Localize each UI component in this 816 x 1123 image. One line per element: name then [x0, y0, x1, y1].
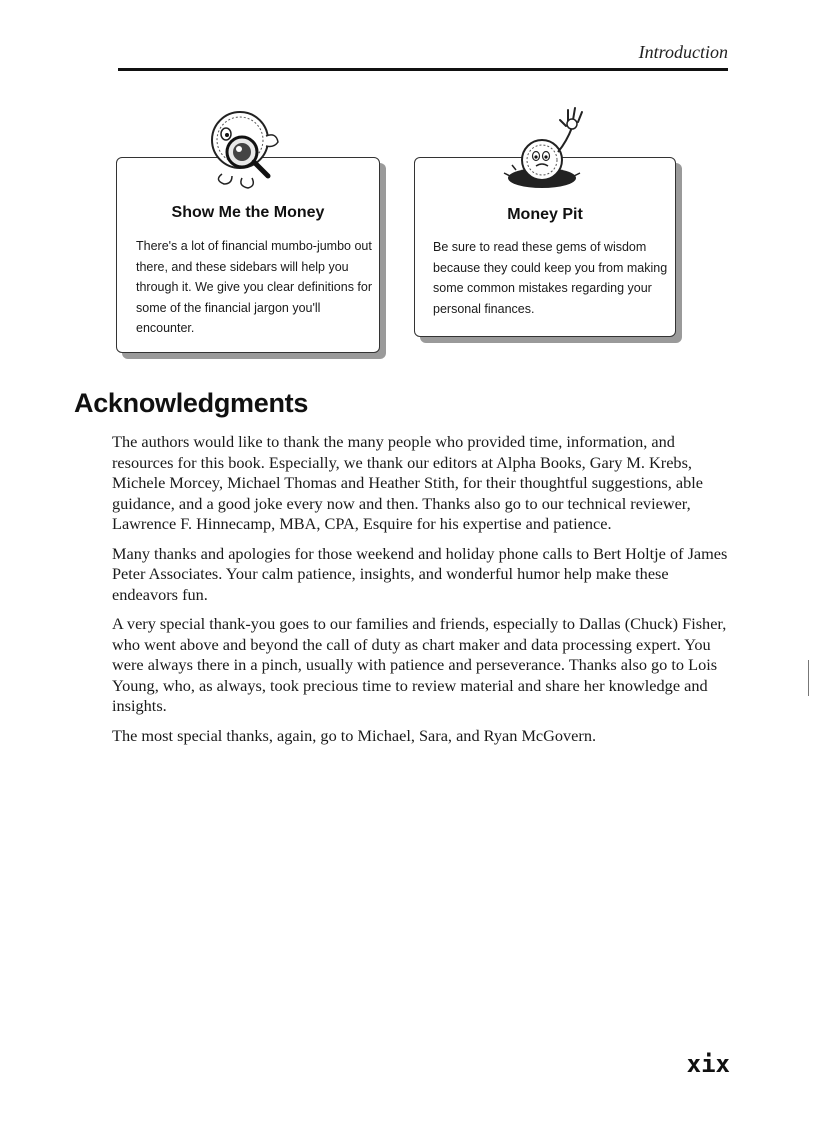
sidebar-text: Be sure to read these gems of wisdom because they could keep you from making some common mistakes regarding your personal finances. — [433, 240, 668, 316]
running-head: Introduction — [638, 42, 728, 62]
sidebar-text: There's a lot of financial mumbo-jumbo out there, and these sidebars will help you through it. We give you clear definitions for some of the financial jargon you'll encounter. — [136, 239, 373, 335]
sinking-coin-mascot-icon — [496, 98, 606, 199]
acknowledgments-body — [112, 432, 732, 755]
body-paragraph: The most special thanks, again, go to Michael, Sara, and Ryan McGovern. — [112, 725, 597, 745]
page-number: xix — [686, 1050, 730, 1078]
margin-mark — [808, 660, 809, 696]
sidebar-title: Money Pit — [507, 206, 583, 223]
body-paragraph: Many thanks and apologies for those weekend and holiday phone calls to Bert Holtje of James Peter Associates. Your calm patience, insights, and wonderful humor help make these endeavors fun. — [112, 543, 728, 604]
body-paragraph: A very special thank-you goes to our families and friends, especially to Dallas (Chuck) Fisher, who went above and beyond the call of duty as chart maker and data processing expert. You were always there in a pinch, usually with patience and perseverance. Thanks also go to Lois Young, who, as always, took precious time to review material and share her knowledge and insights. — [112, 614, 727, 715]
magnifying-glass-mascot-icon — [196, 100, 292, 201]
sidebar-title: Show Me the Money — [171, 204, 325, 221]
body-paragraph: The authors would like to thank the many people who provided time, information, and resources for this book. Especially, we thank our editors at Alpha Books, Gary M. Krebs, Michele Morcey, Michael Thomas and Heather Stith, for their thoughtful suggestions, able guidance, and a good joke every now and then. Thanks also go to our technical reviewer, Lawrence F. Hinnecamp, MBA, CPA, Esquire for his expertise and patience. — [112, 432, 703, 533]
header-rule — [118, 68, 728, 71]
section-heading: Acknowledgments — [74, 388, 309, 418]
